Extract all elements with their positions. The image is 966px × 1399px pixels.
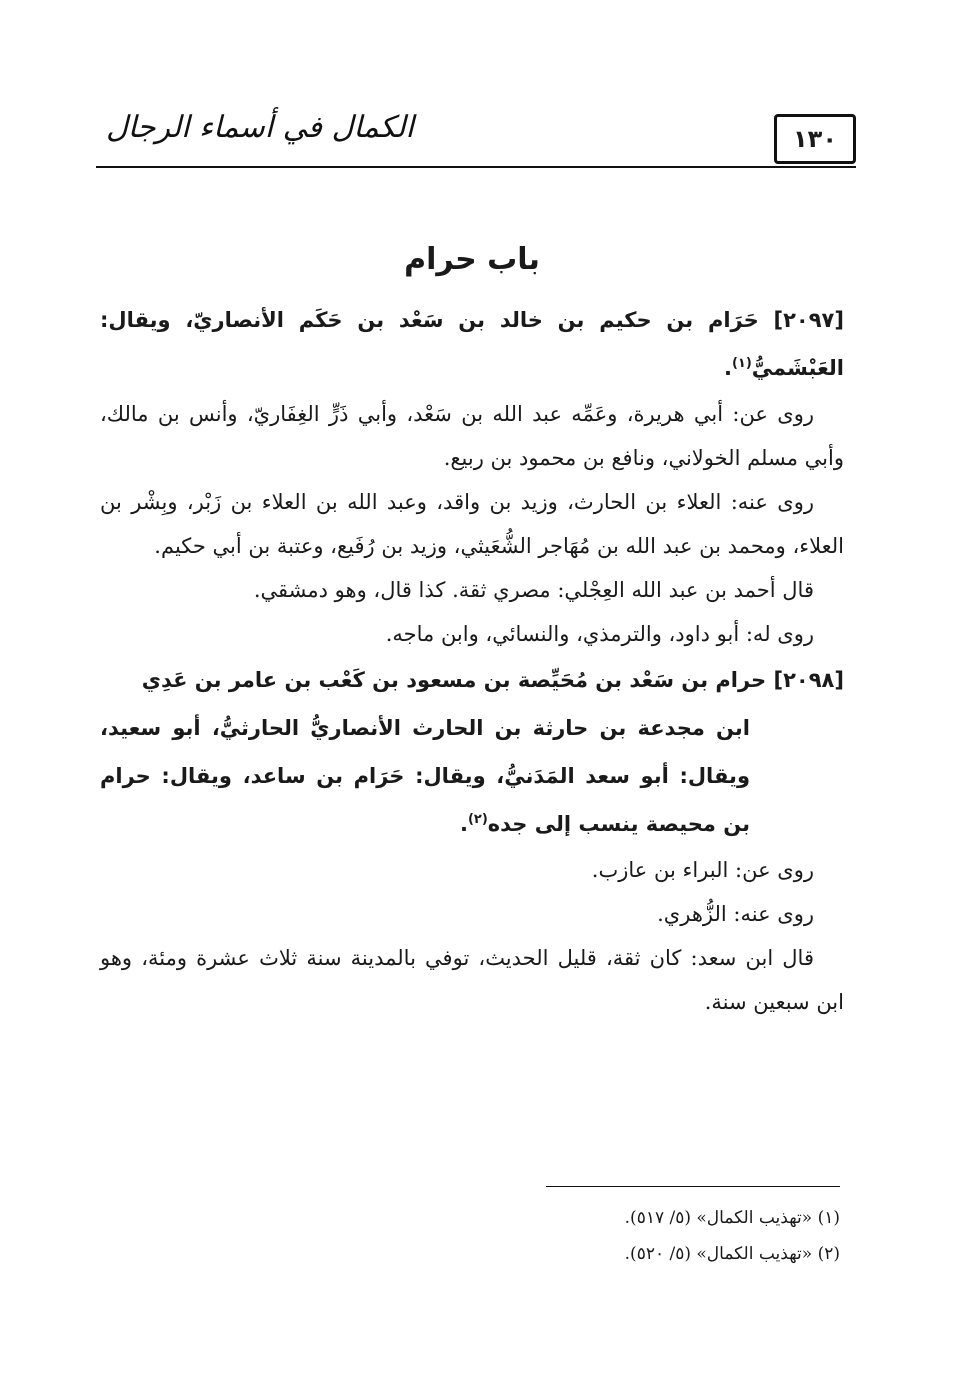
page-header — [96, 96, 856, 168]
entry-heading-continuation — [100, 704, 844, 848]
entry-heading-text: [٢٠٩٧] حَرَام بن حكيم بن خالد بن سَعْد بن حَكَم الأنصاريّ، ويقال: العَبْشَميُّ — [100, 308, 844, 380]
paragraph-text: روى عن: أبي هريرة، وعَمِّه عبد الله بن سَعْد، وأبي ذَرٍّ الغِفَاريّ، وأنس بن مالك، وأبي مسلم الخولاني، ونافع بن محمود بن ربيع. — [100, 402, 844, 470]
footnote-ref: (١) — [731, 356, 752, 371]
entry-2097 — [100, 296, 844, 656]
entry-2098 — [100, 656, 844, 1024]
footnote: (١) «تهذيب الكمال» (٥/ ٥١٧). — [624, 1208, 840, 1228]
entry-heading-cont-text: ابن مجدعة بن حارثة بن الحارث الأنصاريُّ الحارثيُّ، أبو سعيد، ويقال: أبو سعد المَدَنيُّ، ويقال: حَرَام بن ساعد، ويقال: حرام بن محيصة ينسب إلى جده — [100, 716, 750, 836]
entry-paragraph — [100, 936, 844, 1024]
entry-paragraph — [100, 612, 844, 656]
paragraph-text: روى له: أبو داود، والترمذي، والنسائي، وابن ماجه. — [385, 622, 814, 646]
paragraph-text: قال أحمد بن عبد الله العِجْلي: مصري ثقة. كذا قال، وهو دمشقي. — [253, 578, 814, 602]
chapter-title: باب حرام — [404, 242, 540, 277]
footnote: (٢) «تهذيب الكمال» (٥/ ٥٢٠). — [624, 1244, 840, 1264]
paragraph-text: روى عنه: العلاء بن الحارث، وزيد بن واقد، وعبد الله بن العلاء بن زَبْر، وبِشْر بن العلاء، ومحمد بن عبد الله بن مُهَاجر الشُّعَيثي، وزيد بن رُفَيع، وعتبة بن أبي حكيم. — [100, 490, 844, 558]
footnote-separator — [546, 1186, 840, 1187]
heading-end: . — [459, 812, 468, 836]
footnote-ref: (٢) — [467, 812, 488, 827]
entry-paragraph — [100, 568, 844, 612]
entry-paragraph — [100, 480, 844, 568]
entry-heading-text: [٢٠٩٨] حرام بن سَعْد بن مُحَيِّصة بن مسعود بن كَعْب بن عامر بن عَدِي — [141, 668, 844, 692]
heading-end: . — [723, 356, 732, 380]
header-rule — [96, 166, 856, 168]
footnotes — [100, 1200, 840, 1272]
narration-line: روى عنه: الزُّهري. — [657, 902, 814, 926]
page-number: ١٣٠ — [774, 114, 856, 164]
running-title: الكمال في أسماء الرجال — [106, 110, 414, 145]
entry-heading — [100, 296, 844, 392]
paragraph-text: قال ابن سعد: كان ثقة، قليل الحديث، توفي بالمدينة سنة ثلاث عشرة ومئة، وهو ابن سبعين سنة. — [100, 946, 844, 1014]
page-body — [100, 232, 844, 1024]
entry-paragraph — [100, 392, 844, 480]
narration-line: روى عن: البراء بن عازب. — [591, 858, 814, 882]
entry-heading — [100, 656, 844, 848]
